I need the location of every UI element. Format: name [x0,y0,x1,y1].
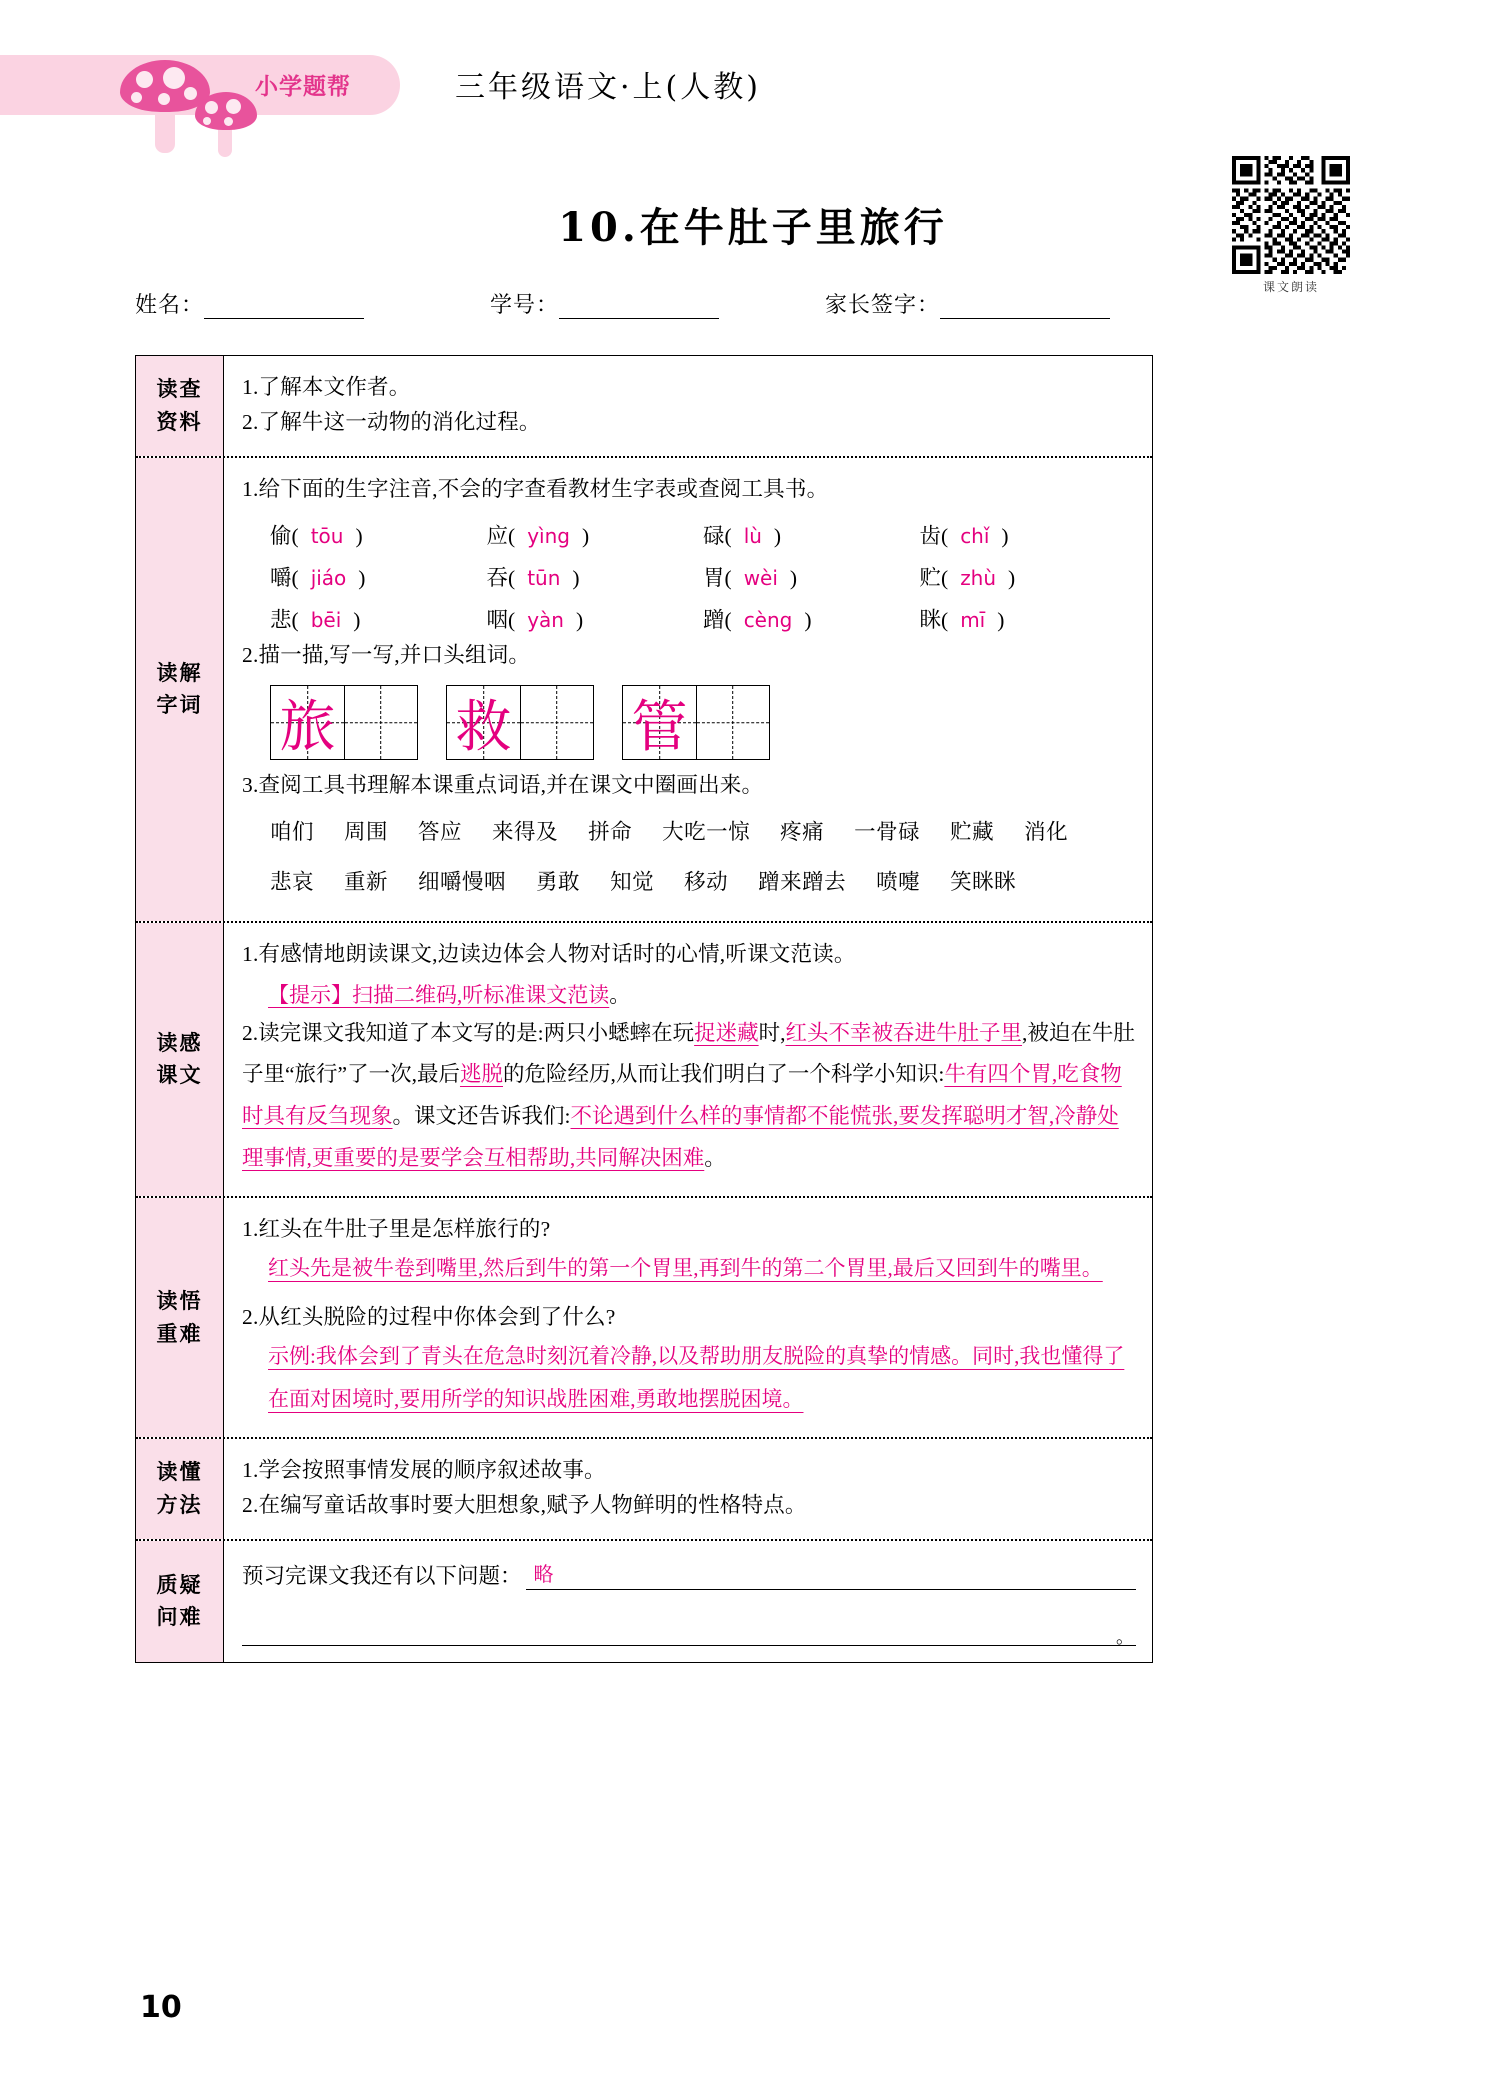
pinyin-answer[interactable]: mī [960,608,986,633]
character-practice-box[interactable] [446,685,594,760]
pinyin-answer[interactable]: cèng [743,608,793,633]
vocabulary-word: 大吃一惊 [662,820,751,845]
student-id-label: 学号： [490,292,560,317]
question-prompt-label: 预习完课文我还有以下问题： [242,1563,522,1588]
category-line-2: 课文 [156,1063,203,1088]
pinyin-item [270,561,487,592]
category-line-2: 资料 [156,409,203,434]
vocabulary-word: 答应 [418,820,463,845]
pinyin-character: 眯 [919,608,942,633]
vocabulary-word: 重新 [344,869,389,894]
paren-close: ) [1008,566,1016,591]
pinyin-answer[interactable]: zhù [960,566,997,591]
pinyin-item [920,603,1137,634]
pinyin-character: 应 [486,524,509,549]
category-line-1: 读悟 [156,1289,203,1314]
filled-answer[interactable]: 略 [533,1563,554,1586]
vocabulary-word: 移动 [684,869,729,894]
paren-open: ( [941,524,949,549]
brand-label: 小学题帮 [255,74,351,100]
page-number: 10 [140,1990,182,2025]
question-answer-line-2[interactable] [242,1616,1136,1646]
character-practice-box[interactable] [270,685,418,760]
paren-open: ( [941,566,949,591]
hint-text: 【提示】扫描二维码,听标准课文范读 [268,982,610,1007]
worksheet-table [135,355,1153,1663]
paren-open: ( [291,566,299,591]
task-item: 2.描一描,写一写,并口头组词。 [242,643,531,668]
question-text: 1.红头在牛肚子里是怎样旅行的? [242,1217,551,1242]
pinyin-character: 贮 [919,566,942,591]
vocabulary-word: 拼命 [588,820,633,845]
paren-open: ( [508,524,516,549]
qr-caption: 课文朗读 [1262,280,1319,294]
practice-cell[interactable] [447,686,520,759]
practice-character: 管 [631,694,688,760]
category-label-reference [136,356,224,456]
section-body-comprehension [224,923,1152,1197]
vocabulary-word: 疼痛 [780,820,825,845]
vocabulary-word: 消化 [1024,820,1069,845]
section-body-questions [224,1545,1152,1662]
section-row-keypoints [136,1196,1152,1437]
category-line-1: 读查 [156,377,203,402]
paren-close: ) [1001,524,1009,549]
vocabulary-word: 知觉 [610,869,655,894]
pinyin-character: 蹭 [703,608,725,633]
filled-answer[interactable]: 牛有四个胃,吃食物时具有反刍现象 [242,1062,1122,1129]
pinyin-item [270,519,487,550]
pinyin-item [703,519,920,550]
paren-close: ) [804,608,812,633]
pinyin-answer[interactable]: yìng [527,524,570,549]
vocabulary-word: 来得及 [492,820,559,845]
question-prefix: 2.读完课文我知道了本文写的是:两只小蟋蟀在玩 [242,1020,695,1045]
practice-cell[interactable] [271,686,344,759]
connector-text: 的危险经历,从而让我们明白了一个科学小知识: [502,1062,945,1087]
filled-answer[interactable]: 捉迷藏 [694,1020,759,1045]
category-line-1: 质疑 [156,1572,203,1597]
task-item: 1.了解本文作者。 [242,375,411,399]
section-row-questions [136,1539,1152,1662]
filled-answer[interactable]: 不论遇到什么样的事情都不能慌张,要发挥聪明才智,冷静处理事情,更重要的是要学会互相帮助,共同解决困难 [242,1104,1119,1171]
pinyin-item [487,561,704,592]
section-body-method [224,1439,1152,1539]
filled-answer[interactable]: 逃脱 [459,1062,503,1087]
paren-open: ( [724,608,732,633]
vocabulary-word: 咱们 [270,820,315,845]
parent-signature-input-line[interactable] [940,293,1110,319]
question-answer-line-1[interactable] [526,1563,1136,1590]
task-item: 2.了解牛这一动物的消化过程。 [242,409,541,434]
pinyin-character: 咽 [486,608,509,633]
paren-open: ( [291,524,299,549]
pinyin-answer[interactable]: chǐ [960,524,990,549]
paren-close: ) [358,566,366,591]
pinyin-character: 悲 [270,608,292,633]
word-list-line-2 [270,863,1136,903]
category-line-1: 读感 [156,1030,203,1055]
vocabulary-word: 蹭来蹭去 [758,869,847,894]
qr-code-icon[interactable] [1232,156,1350,274]
paren-close: ) [355,524,363,549]
task-item: 1.学会按照事情发展的顺序叙述故事。 [242,1457,606,1482]
paren-close: ) [572,566,580,591]
practice-cell[interactable] [696,686,769,759]
pinyin-item [703,561,920,592]
section-body-keypoints [224,1198,1152,1437]
paren-close: ) [575,608,584,633]
question-text: 2.从红头脱险的过程中你体会到了什么? [242,1305,616,1330]
category-label-keypoints [136,1198,224,1437]
hint-period: 。 [609,982,631,1007]
pinyin-answer[interactable]: bēi [310,608,342,633]
pinyin-item [270,603,487,634]
pinyin-character: 嚼 [270,566,292,591]
section-row-method [136,1437,1152,1539]
task-item: 3.查阅工具书理解本课重点词语,并在课文中圈画出来。 [242,773,764,798]
student-info-row [135,288,1150,330]
pinyin-character: 偷 [270,524,292,549]
category-line-1: 读懂 [156,1460,203,1485]
summary-answer-block [242,1013,1136,1181]
pinyin-item [920,561,1137,592]
student-id-input-line[interactable] [559,293,719,319]
paren-open: ( [941,608,949,633]
trailing-period: 。 [1116,1626,1134,1647]
category-label-method [136,1439,224,1539]
name-label: 姓名： [135,292,205,317]
vocabulary-word: 喷嚏 [876,869,921,894]
pinyin-character: 胃 [703,566,725,591]
practice-cell[interactable] [344,686,417,759]
section-body-reference [224,356,1152,456]
pinyin-answer[interactable]: wèi [743,566,778,591]
mushroom-decoration-small [195,75,257,150]
section-body-vocabulary [224,458,1152,921]
vocabulary-word: 笑眯眯 [950,869,1017,894]
practice-character: 救 [455,694,512,760]
pinyin-item [703,603,920,634]
page-title: 10.在牛肚子里旅行 [558,204,948,251]
character-practice-row [270,685,1136,760]
practice-cell[interactable] [520,686,593,759]
category-line-2: 方法 [156,1492,203,1517]
name-input-line[interactable] [204,293,364,319]
task-item: 1.给下面的生字注音,不会的字查看教材生字表或查阅工具书。 [242,476,829,501]
pinyin-character: 碌 [703,524,725,549]
parent-signature-field[interactable] [825,288,1110,319]
pinyin-answer[interactable]: tūn [527,566,561,591]
paren-close: ) [773,524,782,549]
vocabulary-word: 贮藏 [950,820,995,845]
pinyin-character: 齿 [919,524,942,549]
vocabulary-word: 细嚼慢咽 [418,869,507,894]
student-id-field[interactable] [490,288,719,319]
connector-text: 。课文还告诉我们: [392,1104,571,1129]
filled-answer[interactable]: 红头不幸被吞进牛肚子里 [785,1020,1023,1045]
section-row-vocabulary [136,456,1152,921]
parent-signature-label: 家长签字： [825,292,941,317]
category-label-questions [136,1541,224,1662]
paren-close: ) [353,608,361,633]
category-label-comprehension [136,923,224,1197]
category-line-2: 问难 [156,1605,203,1630]
connector-text: 时, [758,1020,786,1045]
category-line-1: 读解 [156,660,203,685]
paren-close: ) [789,566,798,591]
connector-text: ,被迫在牛肚子里“旅行”了一次,最后 [242,1020,1135,1087]
character-practice-box[interactable] [622,685,770,760]
paren-close: ) [997,608,1005,633]
word-list-line-1 [270,813,1136,853]
paren-open: ( [508,566,516,591]
vocabulary-word: 周围 [344,820,389,845]
pinyin-answer[interactable]: jiáo [310,566,347,591]
pinyin-item [487,519,704,550]
vocabulary-word: 一骨碌 [854,820,921,845]
answer-period: 。 [704,1146,726,1171]
pinyin-item [487,603,704,634]
task-item: 1.有感情地朗读课文,边读边体会人物对话时的心情,听课文范读。 [242,941,856,966]
practice-cell[interactable] [623,686,696,759]
vocabulary-word: 悲哀 [270,869,315,894]
paren-open: ( [724,566,732,591]
pinyin-answer[interactable]: yàn [527,608,564,633]
paren-open: ( [724,524,732,549]
question-prompt-row [242,1559,1136,1590]
paren-open: ( [291,608,299,633]
section-row-comprehension [136,921,1152,1197]
filled-answer[interactable]: 红头先是被牛卷到嘴里,然后到牛的第一个胃里,再到牛的第二个胃里,最后又回到牛的嘴里。 [268,1256,1103,1281]
vocabulary-word: 勇敢 [536,869,581,894]
grade-subject-line: 三年级语文·上(人教) [455,70,761,105]
pinyin-character: 吞 [486,566,509,591]
paren-open: ( [508,608,516,633]
name-field[interactable] [135,288,364,319]
paren-close: ) [581,524,590,549]
pinyin-grid [270,519,1136,634]
pinyin-item [920,519,1137,550]
section-row-reference [136,356,1152,456]
category-line-2: 重难 [156,1321,203,1346]
hint-line [268,979,1136,1009]
filled-answer[interactable]: 示例:我体会到了青头在危急时刻沉着冷静,以及帮助朋友脱险的真挚的情感。同时,我也懂得了在面对困境时,要用所学的知识战胜困难,勇敢地摆脱困境。 [268,1343,1125,1411]
pinyin-answer[interactable]: lù [743,524,762,549]
pinyin-answer[interactable]: tōu [310,524,344,549]
task-item: 2.在编写童话故事时要大胆想象,赋予人物鲜明的性格特点。 [242,1492,807,1517]
practice-character: 旅 [279,694,336,760]
category-line-2: 字词 [156,693,203,718]
category-label-vocabulary [136,458,224,921]
qr-code-block[interactable] [1232,156,1350,295]
